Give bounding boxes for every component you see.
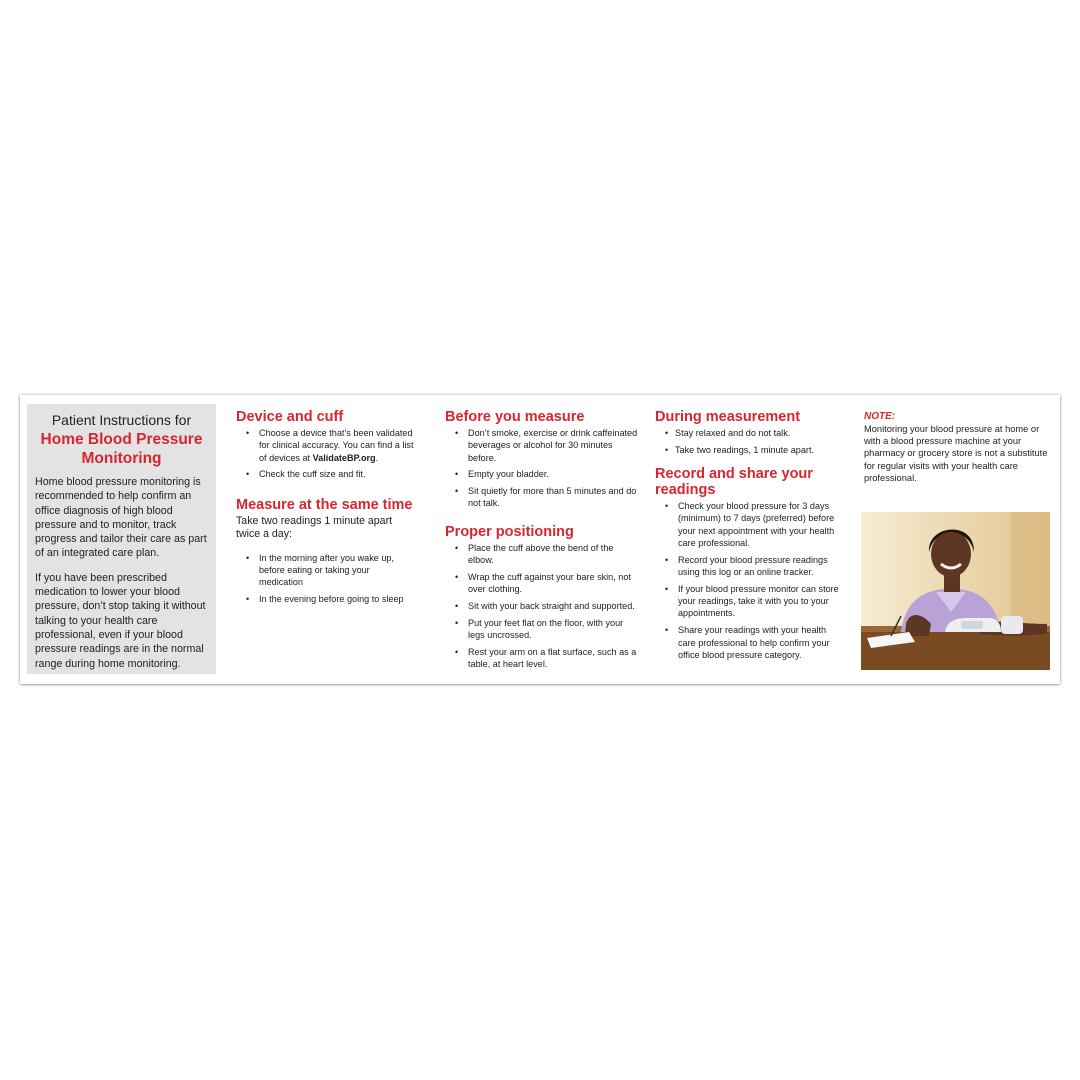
list-item: • Sit quietly for more than 5 minutes and do not talk. — [445, 485, 640, 510]
list-item: • Empty your bladder. — [445, 468, 640, 480]
list-item: • Record your blood pressure readings using this log or an online tracker. — [655, 554, 845, 579]
list-item: • In the morning after you wake up, before eating or taking your medication — [236, 552, 414, 589]
intro-title: Home Blood Pressure Monitoring — [40, 431, 203, 467]
list-item: • Stay relaxed and do not talk. — [655, 427, 845, 439]
record-list — [655, 500, 845, 661]
list-item: • Rest your arm on a flat surface, such as a table, at heart level. — [445, 646, 640, 671]
note-title: NOTE: — [864, 411, 896, 422]
woman-measuring-blood-pressure-photo — [861, 512, 1050, 670]
list-item: • Don’t smoke, exercise or drink caffeinated beverages or alcohol for 30 minutes before. — [445, 427, 640, 464]
list-item: • Check your blood pressure for 3 days (minimum) to 7 days (preferred) before your next appointment with your health care professional. — [655, 500, 845, 549]
list-item: • Share your readings with your health care professional to help confirm your office blood pressure category. — [655, 624, 845, 661]
list-item: • Place the cuff above the bend of the elbow. — [445, 542, 640, 567]
device-list — [236, 427, 414, 481]
column-during — [655, 409, 845, 666]
column-note — [864, 409, 1054, 484]
heading-record-share: Record and share your readings — [655, 466, 813, 499]
intro-pretitle: Patient Instructions for — [51, 412, 192, 428]
heading-during-measurement: During measurement — [655, 409, 801, 425]
list-item: • Check the cuff size and fit. — [236, 468, 414, 480]
heading-before-measure: Before you measure — [445, 409, 585, 425]
note-text: Monitoring your blood pressure at home or with a blood pressure machine at your pharmacy or grocery store is not a substitute for regular visits with your health care professional. — [864, 424, 1048, 483]
device-item-end: . — [375, 452, 379, 463]
intro-paragraph-2: If you have been prescribed medication to lower your blood pressure, don’t stop taking it without talking to your health care professional, even if your blood pressure readings are in the normal range during home monitoring. — [35, 571, 206, 670]
heading-measure-same-time: Measure at the same time — [236, 496, 413, 513]
list-item: • Wrap the cuff against your bare skin, not over clothing. — [445, 571, 640, 596]
list-item: • Sit with your back straight and supported. — [445, 600, 640, 612]
intro-paragraph-1: Home blood pressure monitoring is recommended to help confirm an office diagnosis of high blood pressure and to monitor, track progress and tailor their care as part of an integrated care plan. — [35, 476, 207, 560]
list-item: • If your blood pressure monitor can store your readings, take it with you to your appointments. — [655, 583, 845, 620]
positioning-list — [445, 542, 640, 671]
during-list — [655, 427, 845, 456]
list-item: • In the evening before going to sleep — [236, 593, 414, 605]
device-item-text: Choose a device that’s been validated for clinical accuracy. You can find a list of devices at — [259, 428, 414, 463]
list-item: • Take two readings, 1 minute apart. — [655, 444, 845, 456]
before-list — [445, 427, 640, 510]
column-before — [445, 409, 640, 675]
photo-illustration — [861, 512, 1050, 670]
instruction-strip — [20, 395, 1060, 684]
list-item: • Put your feet flat on the floor, with your legs uncrossed. — [445, 617, 640, 642]
validatebp-link[interactable]: ValidateBP.org — [312, 452, 376, 463]
same-time-list — [236, 552, 414, 606]
list-item — [236, 427, 414, 464]
column-device — [236, 409, 414, 610]
heading-device-cuff: Device and cuff — [236, 409, 344, 425]
same-time-lead: Take two readings 1 minute apart twice a day: — [236, 514, 393, 541]
intro-panel — [27, 404, 216, 674]
heading-proper-positioning: Proper positioning — [445, 523, 574, 540]
